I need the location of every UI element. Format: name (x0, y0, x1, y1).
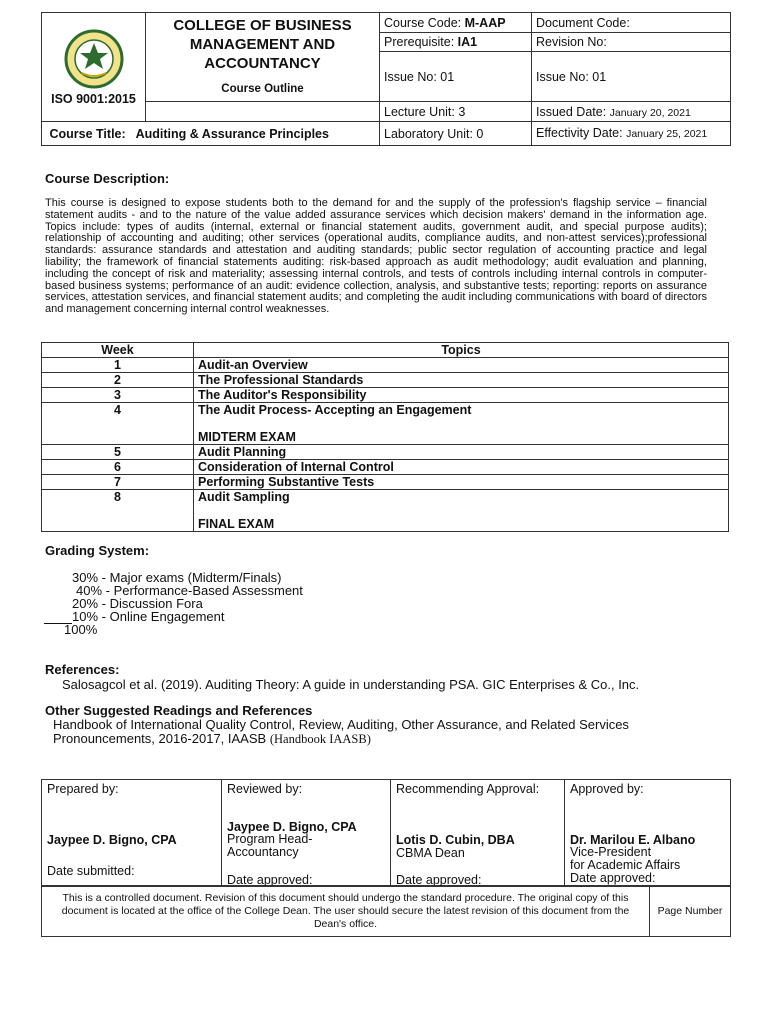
table-row (42, 388, 729, 403)
week-cell: 1 (42, 358, 194, 373)
grading-label: - Major exams (Midterm/Finals) (101, 570, 282, 585)
topic-cell: Performing Substantive Tests (194, 475, 729, 490)
table-row (42, 460, 729, 475)
week-cell: 2 (42, 373, 194, 388)
document-footer (41, 886, 731, 937)
prepared-by-name: Jaypee D. Bigno, CPA (47, 833, 177, 847)
course-title-label: Course Title: (49, 126, 126, 141)
reviewed-by-name: Jaypee D. Bigno, CPA (227, 820, 357, 834)
revision-no: Revision No: (532, 33, 731, 52)
approved-by-label: Approved by: (570, 782, 644, 796)
reviewed-role-line-1: Program Head- (227, 832, 313, 846)
topics-header-row (42, 343, 729, 358)
blank-cell (146, 102, 380, 122)
recommending-role: CBMA Dean (396, 846, 465, 860)
iso-label: ISO 9001:2015 (51, 91, 136, 106)
issued-date-label: Issued Date: (536, 104, 607, 119)
prerequisite-cell (380, 33, 532, 52)
readings-heading: Other Suggested Readings and References (45, 703, 313, 718)
recommending-approval-cell (391, 780, 565, 886)
prepared-by-label: Prepared by: (47, 782, 119, 796)
table-row (42, 475, 729, 490)
grading-percent: 40% (76, 583, 103, 598)
topics-table (41, 342, 729, 532)
issued-date-cell (532, 102, 731, 122)
week-cell: 8 (42, 490, 194, 532)
issue-no-left: Issue No: 01 (380, 52, 532, 102)
page-number-label: Page Number (650, 887, 731, 937)
topic-cell: The Professional Standards (194, 373, 729, 388)
effectivity-date-cell (532, 122, 731, 146)
grading-label: - Performance-Based Assessment (105, 583, 303, 598)
course-outline-title: Course Outline (221, 83, 304, 95)
readings-abbrev: (Handbook IAASB) (269, 732, 371, 746)
logo-cell (42, 13, 146, 122)
week-cell: 6 (42, 460, 194, 475)
readings-line-1: Handbook of International Quality Control, Review, Auditing, Other Assurance, and Related Services (53, 717, 629, 732)
date-approved-label: Date approved: (396, 873, 482, 887)
reviewed-by-role (227, 833, 312, 859)
issued-date-value: January 20, 2021 (609, 106, 691, 119)
grading-percent: 30% (72, 570, 99, 585)
week-cell: 4 (42, 403, 194, 445)
document-code: Document Code: (532, 13, 731, 33)
recommending-approval-label: Recommending Approval: (396, 782, 540, 796)
course-title-value: Auditing & Assurance Principles (135, 126, 329, 141)
topic-text: The Audit Process- Accepting an Engagement (198, 403, 472, 417)
topic-cell: The Auditor's Responsibility (194, 388, 729, 403)
reviewed-role-line-2: Accountancy (227, 845, 299, 859)
prerequisite-value: IA1 (457, 35, 478, 49)
table-row (42, 373, 729, 388)
college-name: COLLEGE OF BUSINESS MANAGEMENT AND ACCOUNTANCY (173, 17, 352, 72)
reviewed-by-cell (222, 780, 391, 886)
date-approved-label: Date approved: (227, 873, 313, 887)
week-cell: 7 (42, 475, 194, 490)
approved-by-name: Dr. Marilou E. Albano (570, 833, 696, 847)
controlled-document-notice: This is a controlled document. Revision of this document should undergo the standard procedure. The original copy of this document is located at the office of the College Dean. The user should secure the latest revision of this document from the Dean's office. (42, 887, 650, 937)
topic-cell: Audit-an Overview (194, 358, 729, 373)
course-title-cell (42, 122, 380, 146)
course-description-heading: Course Description: (45, 171, 170, 186)
references-heading: References: (45, 662, 120, 677)
final-exam: FINAL EXAM (198, 517, 275, 531)
topic-cell: Consideration of Internal Control (194, 460, 729, 475)
laboratory-unit: Laboratory Unit: 0 (380, 122, 532, 146)
midterm-exam: MIDTERM EXAM (198, 430, 296, 444)
table-row (42, 490, 729, 532)
recommending-name: Lotis D. Cubin, DBA (396, 833, 515, 847)
course-description-text: This course is designed to expose students both to the demand for and the supply of the profession's flagship service – financial statement audits - and to the nature of the value added assurance services which decision makers' demand in the information age. Topics include: types of audits (internal, external or financial statement audits, government audit, and special purpose audits); relationship of accounting and auditing; other services (operational audits, compliance audits, and non-attest services);professional standards: assurance standards and attestation and auditing standards; public sector regulation of accounting practice and legal liability; the framework of financial statements auditing: risk-based approach as audit methodology; audit evaluation and planning, including the concept of risk and materiality; assessing internal controls, and tests of controls including internal controls in computer-based business systems; performance of an audit: evidence collection, analysis, and substantive tests; reporting: reports on assurance services, attestation services, and financial statement audits; and completing the audit including communications with board of directors and management concerning internal control weaknesses. (45, 197, 707, 316)
readings-line-2 (53, 731, 371, 747)
approved-by-cell (565, 780, 731, 886)
college-cell (146, 13, 380, 102)
lecture-unit: Lecture Unit: 3 (380, 102, 532, 122)
course-code-cell (380, 13, 532, 33)
topics-header: Topics (194, 343, 729, 358)
prerequisite-label: Prerequisite: (384, 35, 455, 49)
date-submitted-label: Date submitted: (47, 864, 135, 878)
week-header: Week (42, 343, 194, 358)
effectivity-date-label: Effectivity Date: (536, 125, 623, 140)
topic-cell (194, 490, 729, 532)
week-cell: 5 (42, 445, 194, 460)
prepared-by-cell (42, 780, 222, 886)
grading-label: - Discussion Fora (101, 596, 203, 611)
table-row (42, 358, 729, 373)
college-seal-icon (64, 29, 124, 89)
grading-label: - Online Engagement (101, 609, 225, 624)
table-row (42, 403, 729, 445)
signature-table (41, 779, 731, 886)
topic-text: Audit Sampling (198, 490, 290, 504)
grading-percent: 10% (72, 609, 99, 624)
grading-total: 100% (64, 622, 98, 637)
readings-line-2-text: Pronouncements, 2016-2017, IAASB (53, 731, 267, 746)
reference-entry: Salosagcol et al. (2019). Auditing Theory: A guide in understanding PSA. GIC Enterprises & Co., Inc. (62, 677, 640, 692)
course-code-value: M-AAP (464, 15, 506, 30)
grading-percent: 20% (72, 596, 99, 611)
table-row (42, 445, 729, 460)
topic-cell: Audit Planning (194, 445, 729, 460)
issue-no-right: Issue No: 01 (532, 52, 731, 102)
course-code-label: Course Code: (384, 15, 462, 30)
reviewed-by-label: Reviewed by: (227, 782, 303, 796)
grading-system-heading: Grading System: (45, 543, 150, 558)
week-cell: 3 (42, 388, 194, 403)
approved-role-line-1: Vice-President (570, 845, 652, 859)
document-header (41, 12, 731, 146)
approved-role-line-2: for Academic Affairs (570, 858, 681, 872)
topic-cell (194, 403, 729, 445)
approved-by-role (570, 846, 680, 885)
effectivity-date-value: January 25, 2021 (626, 127, 708, 140)
date-approved-label: Date approved: (570, 871, 656, 885)
